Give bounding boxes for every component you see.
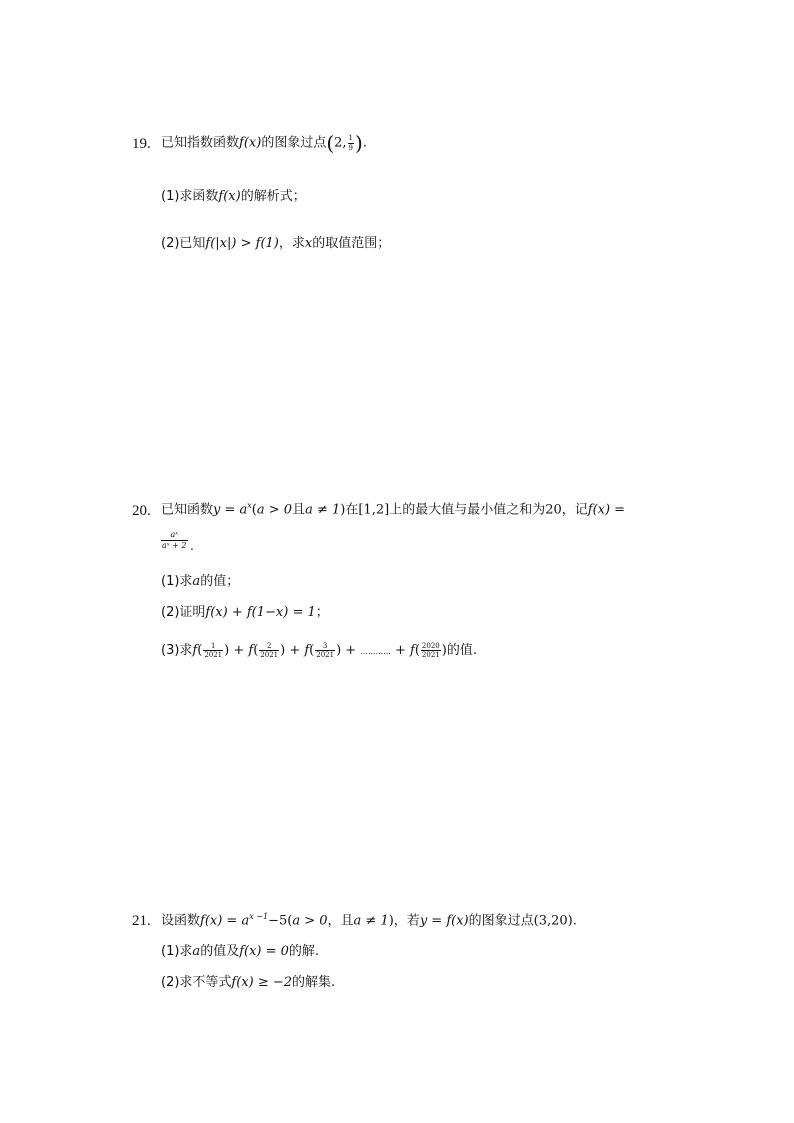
q20-t3-den: 2021 — [316, 651, 335, 660]
q20-sum: 20 — [545, 502, 562, 518]
q20-cond-close: ) — [340, 502, 346, 518]
q21-end: . — [572, 913, 577, 929]
q20-t2-den: 2021 — [260, 651, 279, 660]
q21-fx-eq: f(x) = a — [200, 913, 250, 929]
q20-cond-open: ( — [251, 502, 257, 518]
q19-part2 — [161, 237, 390, 250]
q20-p2-label: (2)证明 — [161, 605, 206, 620]
q21-p1-mid: 的值及 — [200, 944, 240, 959]
q21-yeq: y = f(x) — [419, 913, 469, 929]
q20-plus-3: + — [341, 643, 361, 659]
q20-cond-and: 且 — [292, 502, 306, 518]
q20-t1-paren-close: ) — [224, 643, 230, 659]
q19-p2-expr2: f(1) — [255, 236, 279, 251]
q19-p1-label: (1)求函数 — [161, 189, 219, 204]
q19-paren-open: ( — [326, 131, 335, 155]
q19-p2-mid: ，求 — [278, 236, 305, 251]
q19-p2-tail: 的取值范围； — [312, 236, 391, 251]
q20-t1-num: 1 — [210, 642, 216, 650]
q21-stem-tail: 的图象过点 — [468, 913, 534, 929]
q21-part1 — [161, 945, 319, 958]
q20-t2-fraction — [259, 642, 279, 659]
q21-p2-expr: f(x) ≥ −2 — [231, 975, 293, 990]
q20-t1-fraction — [203, 642, 223, 659]
q20-t3-paren-open: ( — [309, 643, 315, 659]
q20-stem-tail2: ，记 — [561, 502, 588, 518]
q20-t4-fraction — [421, 642, 441, 659]
q19-fx: f(x) — [239, 135, 262, 151]
q19-paren-close: ) — [355, 131, 363, 155]
q19-point-y-fraction — [348, 134, 354, 151]
q19-stem-prefix: 已知指数函数 — [161, 135, 240, 151]
q21-p1-expr: f(x) = 0 — [239, 944, 289, 959]
q19-p2-x: x — [304, 236, 313, 251]
q20-stem-tail: 上的最大值与最小值之和为 — [389, 502, 546, 518]
q20-ellipsis: ............ — [360, 647, 391, 657]
q21-p2-tail: 的解集. — [292, 975, 336, 990]
q21-p1-a: a — [192, 944, 201, 959]
q21-p2-label: (2)求不等式 — [161, 975, 232, 990]
q20-interval: [1,2] — [358, 502, 390, 518]
q21-p1-label: (1)求 — [161, 944, 193, 959]
q20-t4-paren-close: ) — [441, 643, 447, 659]
q21-part2 — [161, 976, 335, 989]
q21-close: ) — [388, 913, 394, 929]
q20-t3-paren-close: ) — [336, 643, 342, 659]
q21-p1-tail: 的解. — [288, 944, 320, 959]
q20-p1-tail: 的值； — [200, 574, 240, 589]
q19-stem — [161, 133, 367, 153]
q20-p1-label: (1)求 — [161, 574, 193, 589]
q20-p3-tail: 的值. — [446, 643, 477, 659]
q19-p2-gt: > — [236, 236, 256, 251]
q21-stem — [161, 913, 577, 927]
q21-point: (3,20) — [533, 913, 573, 929]
q19-frac-den: 9 — [348, 143, 354, 152]
q21-stem-mid: ，若 — [393, 913, 420, 929]
q20-def-frac-den: aˣ + 2 — [162, 541, 187, 550]
q19-p2-expr1: f(|x|) — [205, 236, 237, 251]
q19-part1 — [161, 190, 306, 203]
q20-t1-den: 2021 — [204, 651, 223, 660]
q20-stem — [161, 502, 625, 516]
question-number-19: 19. — [132, 136, 151, 152]
q20-func: y = a — [213, 502, 248, 518]
q19-p1-tail: 的解析式； — [240, 189, 306, 204]
q21-comma: ，且 — [327, 913, 354, 929]
q20-t2-paren-open: ( — [253, 643, 259, 659]
q20-plus-4: + — [390, 643, 411, 659]
q20-t3-fraction — [315, 642, 335, 659]
q21-sup: x −1 — [249, 912, 269, 921]
q20-t1-paren-open: ( — [197, 643, 203, 659]
q20-t4-den: 2021 — [421, 651, 440, 660]
q20-part2 — [161, 606, 329, 619]
q20-t4-paren-open: ( — [414, 643, 420, 659]
q19-stem-mid: 的图象过点 — [261, 135, 327, 151]
q20-cond2: a ≠ 1 — [305, 502, 341, 518]
q20-t1-f: f — [192, 643, 198, 659]
q20-t4-num: 2020 — [421, 642, 440, 650]
q20-p2-expr: f(x) + f(1−x) = 1 — [205, 605, 316, 620]
q20-p1-a: a — [192, 574, 201, 589]
q20-stem-prefix: 已知函数 — [161, 502, 214, 518]
question-number-21: 21. — [132, 913, 151, 929]
q20-t3-num: 3 — [322, 642, 328, 650]
q20-part3 — [161, 642, 477, 659]
q20-def-frac-num: aˣ — [170, 530, 179, 539]
q20-stem-mid: 在 — [345, 502, 359, 518]
q19-stem-end: . — [362, 135, 367, 151]
q21-minus5: −5( — [268, 913, 293, 929]
q20-plus-2: + — [285, 643, 305, 659]
q20-def-fraction — [161, 530, 188, 551]
q20-plus-1: + — [229, 643, 249, 659]
q20-t3-f: f — [304, 643, 310, 659]
q21-cond2: a ≠ 1 — [353, 913, 389, 929]
q21-stem-prefix: 设函数 — [161, 913, 201, 929]
q20-p2-tail: ； — [315, 605, 329, 620]
q19-p2-label: (2)已知 — [161, 236, 206, 251]
q20-t2-f: f — [248, 643, 254, 659]
q20-t2-num: 2 — [266, 642, 272, 650]
q20-cond1: a > 0 — [256, 502, 293, 518]
q19-p1-fx: f(x) — [218, 189, 241, 204]
q19-frac-num: 1 — [348, 134, 354, 143]
q20-fx-eq: f(x) = — [587, 502, 626, 518]
question-number-20: 20. — [132, 503, 151, 519]
q20-func-sup: x — [247, 501, 252, 510]
q20-p3-label: (3)求 — [161, 643, 193, 659]
q20-def-end: . — [190, 539, 194, 553]
q20-t2-paren-close: ) — [280, 643, 286, 659]
q19-point-x: 2, — [334, 135, 347, 151]
q20-t4-f: f — [410, 643, 415, 659]
q20-part1 — [161, 575, 239, 588]
q21-cond1: a > 0 — [292, 913, 328, 929]
